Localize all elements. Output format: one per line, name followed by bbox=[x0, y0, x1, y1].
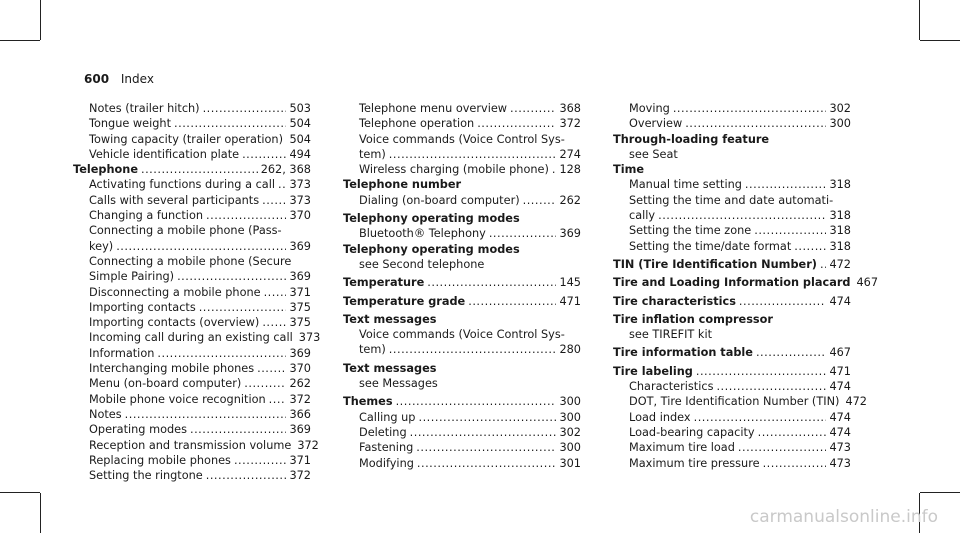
page-reference: 318 bbox=[829, 239, 851, 253]
entry-label: Telephone operation bbox=[359, 117, 475, 131]
index-subentry bbox=[73, 300, 311, 315]
page-reference: 302 bbox=[559, 425, 581, 439]
dot-leader bbox=[125, 407, 287, 422]
entry-label: Calling up bbox=[359, 410, 416, 424]
entry-label: Maximum tire load bbox=[629, 441, 735, 455]
entry-label: Interchanging mobile phones bbox=[89, 362, 255, 376]
index-subentry: Connecting a mobile phone (Secure bbox=[89, 254, 292, 268]
index-subentry bbox=[613, 101, 851, 116]
index-subentry bbox=[343, 410, 581, 425]
entry-label: Deleting bbox=[359, 425, 407, 439]
page-reference: 370 bbox=[289, 362, 311, 376]
entry-label: Fastening bbox=[359, 441, 414, 455]
index-entry bbox=[343, 275, 581, 290]
page-reference: 318 bbox=[829, 178, 851, 192]
index-heading: Telephony operating modes bbox=[343, 242, 520, 256]
page-reference: 471 bbox=[829, 364, 851, 378]
entry-label: Tire labeling bbox=[613, 364, 693, 378]
page-reference: 262 bbox=[289, 377, 311, 391]
index-subentry bbox=[613, 425, 851, 440]
index-subentry: see Messages bbox=[359, 377, 438, 391]
page-reference: 474 bbox=[829, 380, 851, 394]
entry-label: Tire information table bbox=[613, 346, 753, 360]
entry-label: Setting the time zone bbox=[629, 224, 752, 238]
index-subentry bbox=[73, 315, 311, 330]
dot-leader bbox=[396, 394, 557, 409]
index-subentry bbox=[343, 101, 581, 116]
index-subentry bbox=[343, 456, 581, 471]
index-subentry bbox=[613, 456, 851, 471]
entry-label: Importing contacts (overview) bbox=[89, 316, 260, 330]
index-subentry bbox=[73, 239, 311, 254]
index-subentry: Setting the time and date automati- bbox=[629, 193, 834, 207]
page-reference: 504 bbox=[289, 117, 311, 131]
page-reference: 262, 368 bbox=[260, 163, 311, 177]
page-reference: 473 bbox=[829, 456, 851, 470]
dot-leader bbox=[696, 364, 827, 379]
entry-label: Setting the time/date format bbox=[629, 239, 792, 253]
dot-leader bbox=[206, 208, 286, 223]
page-reference: 274 bbox=[559, 147, 581, 161]
entry-label: Temperature grade bbox=[343, 294, 466, 308]
entry-label: Modifying bbox=[359, 456, 414, 470]
dot-leader bbox=[177, 269, 286, 284]
dot-leader bbox=[552, 162, 557, 177]
entry-label: Load index bbox=[629, 410, 691, 424]
index-subentry: Connecting a mobile phone (Pass- bbox=[89, 224, 282, 238]
index-entry bbox=[73, 162, 311, 177]
page-reference: 318 bbox=[829, 224, 851, 238]
page-reference: 128 bbox=[559, 163, 581, 177]
page-reference: 366 bbox=[289, 407, 311, 421]
dot-leader bbox=[257, 361, 286, 376]
index-subentry bbox=[73, 376, 311, 391]
index-subentry bbox=[613, 379, 851, 394]
page-reference: 474 bbox=[829, 410, 851, 424]
index-column-2 bbox=[343, 101, 581, 471]
entry-label: Notes bbox=[89, 407, 122, 421]
entry-label: Disconnecting a mobile phone bbox=[89, 285, 261, 299]
dot-leader bbox=[389, 147, 557, 162]
dot-leader bbox=[739, 294, 827, 309]
entry-label: Dialing (on-board computer) bbox=[359, 193, 520, 207]
page-reference: 318 bbox=[829, 209, 851, 223]
page-reference: 370 bbox=[289, 209, 311, 223]
index-subentry bbox=[73, 438, 319, 453]
index-subentry bbox=[613, 223, 851, 238]
dot-leader bbox=[468, 294, 556, 309]
entry-label: Replacing mobile phones bbox=[89, 453, 231, 467]
page-reference: 474 bbox=[829, 294, 851, 308]
entry-label: Bluetooth® Telephony bbox=[359, 227, 486, 241]
dot-leader bbox=[758, 425, 827, 440]
page-reference: 372 bbox=[297, 438, 319, 452]
dot-leader bbox=[756, 345, 826, 360]
index-subentry: see Second telephone bbox=[359, 257, 485, 271]
page-reference: 372 bbox=[289, 469, 311, 483]
index-entry bbox=[613, 257, 851, 272]
index-entry bbox=[343, 294, 581, 309]
page-number: 600 bbox=[84, 72, 110, 86]
entry-label: Tire and Loading Information placard bbox=[613, 276, 851, 290]
index-subentry bbox=[343, 226, 581, 241]
page-reference: 262 bbox=[559, 193, 581, 207]
entry-label: Reception and transmission volume bbox=[89, 438, 292, 452]
dot-leader bbox=[141, 162, 258, 177]
page-reference: 369 bbox=[289, 423, 311, 437]
entry-label: Incoming call during an existing call bbox=[89, 331, 293, 345]
entry-label: DOT, Tire Identification Number (TIN) bbox=[629, 395, 840, 409]
dot-leader bbox=[763, 456, 827, 471]
index-subentry: see TIREFIT kit bbox=[629, 328, 713, 342]
page-reference: 472 bbox=[845, 395, 867, 409]
page-header bbox=[84, 72, 154, 86]
index-heading: Through-loading feature bbox=[613, 132, 770, 146]
dot-leader bbox=[418, 410, 556, 425]
index-subentry: see Seat bbox=[629, 147, 678, 161]
dot-leader bbox=[673, 101, 827, 116]
dot-leader bbox=[510, 101, 556, 116]
entry-label: Setting the ringtone bbox=[89, 469, 203, 483]
crop-mark bbox=[0, 492, 40, 493]
index-subentry bbox=[613, 440, 851, 455]
dot-leader bbox=[427, 275, 556, 290]
page-reference: 145 bbox=[559, 276, 581, 290]
crop-mark bbox=[40, 493, 41, 533]
index-heading: Tire inflation compressor bbox=[613, 312, 773, 326]
page-reference: 302 bbox=[829, 102, 851, 115]
page-reference: 371 bbox=[289, 453, 311, 467]
page-reference: 471 bbox=[559, 294, 581, 308]
page-reference: 373 bbox=[289, 193, 311, 207]
dot-leader bbox=[658, 208, 826, 223]
index-column-3 bbox=[613, 101, 879, 471]
index-subentry bbox=[73, 453, 311, 468]
index-subentry bbox=[613, 208, 851, 223]
dot-leader bbox=[116, 239, 286, 254]
entry-label: Maximum tire pressure bbox=[629, 456, 760, 470]
page-reference: 375 bbox=[289, 300, 311, 314]
dot-leader bbox=[199, 300, 287, 315]
dot-leader bbox=[685, 116, 826, 131]
index-subentry bbox=[73, 330, 321, 345]
index-subentry bbox=[73, 361, 311, 376]
entry-label: Activating functions during a call bbox=[89, 178, 275, 192]
watermark-logo: carmanualsonline.info bbox=[749, 507, 938, 527]
index-heading: Telephony operating modes bbox=[343, 212, 520, 226]
index-subentry bbox=[343, 342, 581, 357]
page-reference: 373 bbox=[298, 331, 321, 345]
crop-mark bbox=[920, 40, 960, 41]
index-subentry bbox=[613, 410, 851, 425]
dot-leader bbox=[820, 257, 827, 272]
crop-mark bbox=[40, 0, 41, 40]
entry-label: Changing a function bbox=[89, 209, 204, 223]
page-reference: 503 bbox=[289, 102, 311, 115]
dot-leader bbox=[262, 193, 286, 208]
page-reference: 373 bbox=[289, 178, 311, 192]
page-reference: 301 bbox=[559, 456, 581, 470]
crop-mark bbox=[0, 40, 40, 41]
entry-label: Temperature bbox=[343, 276, 425, 290]
index-heading: Telephone number bbox=[343, 178, 462, 192]
index-subentry: Voice commands (Voice Control Sys- bbox=[359, 132, 565, 146]
dot-leader bbox=[389, 342, 557, 357]
index-subentry bbox=[73, 346, 311, 361]
dot-leader bbox=[417, 456, 557, 471]
entry-label: Mobile phone voice recognition bbox=[89, 392, 266, 406]
entry-label: Overview bbox=[629, 117, 683, 131]
page-reference: 280 bbox=[559, 343, 581, 357]
index-subentry bbox=[73, 193, 311, 208]
page-reference: 369 bbox=[289, 346, 311, 360]
entry-label: cally bbox=[629, 209, 656, 223]
entry-label: Load-bearing capacity bbox=[629, 425, 755, 439]
entry-label: Tire characteristics bbox=[613, 294, 736, 308]
index-subentry bbox=[613, 239, 851, 254]
page-reference: 300 bbox=[559, 395, 581, 409]
entry-label: Tongue weight bbox=[89, 117, 172, 131]
dot-leader bbox=[477, 116, 556, 131]
index-subentry bbox=[613, 116, 851, 131]
index-subentry bbox=[343, 162, 581, 177]
index-entry bbox=[613, 275, 879, 290]
page-reference: 494 bbox=[289, 147, 311, 161]
entry-label: Wireless charging (mobile phone) bbox=[359, 163, 549, 177]
index-subentry bbox=[73, 392, 311, 407]
entry-label: Information bbox=[89, 346, 155, 360]
entry-label: Telephone menu overview bbox=[359, 102, 508, 115]
dot-leader bbox=[206, 468, 287, 483]
entry-label: Operating modes bbox=[89, 423, 187, 437]
entry-label: tem) bbox=[359, 343, 386, 357]
index-entry bbox=[343, 394, 581, 409]
page-reference: 369 bbox=[559, 227, 581, 241]
dot-leader bbox=[244, 376, 286, 391]
index-subentry bbox=[73, 147, 311, 162]
page-reference: 467 bbox=[856, 276, 879, 290]
page-reference: 372 bbox=[289, 392, 311, 406]
entry-label: Telephone bbox=[73, 163, 138, 177]
index-entry bbox=[613, 294, 851, 309]
page-reference: 472 bbox=[829, 257, 851, 271]
index-subentry bbox=[613, 394, 867, 409]
index-column-1 bbox=[73, 101, 321, 483]
index-subentry bbox=[343, 440, 581, 455]
entry-label: Themes bbox=[343, 395, 393, 409]
index-subentry bbox=[73, 285, 311, 300]
index-subentry bbox=[613, 177, 851, 192]
dot-leader bbox=[278, 177, 286, 192]
dot-leader bbox=[738, 440, 827, 455]
page-reference: 300 bbox=[559, 410, 581, 424]
index-subentry bbox=[73, 132, 311, 147]
dot-leader bbox=[694, 410, 827, 425]
page-reference: 504 bbox=[289, 132, 311, 146]
entry-label: Menu (on-board computer) bbox=[89, 377, 242, 391]
dot-leader bbox=[745, 177, 827, 192]
page-reference: 467 bbox=[829, 346, 851, 360]
entry-label: Notes (trailer hitch) bbox=[89, 102, 200, 115]
index-subentry bbox=[343, 116, 581, 131]
index-heading: Text messages bbox=[343, 361, 437, 375]
index-subentry bbox=[343, 425, 581, 440]
entry-label: Simple Pairing) bbox=[89, 270, 175, 284]
index-subentry bbox=[73, 208, 311, 223]
index-subentry bbox=[73, 407, 311, 422]
index-heading: Time bbox=[613, 163, 645, 177]
crop-mark bbox=[919, 0, 920, 40]
entry-label: Vehicle identification plate bbox=[89, 147, 240, 161]
dot-leader bbox=[416, 440, 556, 455]
index-entry bbox=[613, 364, 851, 379]
index-subentry bbox=[73, 101, 311, 116]
page-reference: 474 bbox=[829, 425, 851, 439]
dot-leader bbox=[234, 453, 286, 468]
dot-leader bbox=[264, 285, 287, 300]
index-subentry bbox=[343, 147, 581, 162]
dot-leader bbox=[523, 193, 557, 208]
entry-label: Characteristics bbox=[629, 380, 714, 394]
index-entry bbox=[613, 345, 851, 360]
dot-leader bbox=[190, 422, 286, 437]
page-reference: 368 bbox=[559, 102, 581, 115]
dot-leader bbox=[262, 315, 286, 330]
page-reference: 375 bbox=[289, 316, 311, 330]
page-reference: 372 bbox=[559, 117, 581, 131]
page-reference: 300 bbox=[559, 441, 581, 455]
index-subentry bbox=[73, 422, 311, 437]
dot-leader bbox=[203, 101, 287, 116]
page-reference: 300 bbox=[829, 117, 851, 131]
index-subentry: Voice commands (Voice Control Sys- bbox=[359, 328, 565, 342]
entry-label: tem) bbox=[359, 147, 386, 161]
entry-label: TIN (Tire Identification Number) bbox=[613, 257, 817, 271]
index-subentry bbox=[343, 193, 581, 208]
dot-leader bbox=[754, 223, 826, 238]
dot-leader bbox=[489, 226, 557, 241]
page-reference: 473 bbox=[829, 441, 851, 455]
dot-leader bbox=[269, 392, 287, 407]
index-subentry bbox=[73, 468, 311, 483]
index-subentry bbox=[73, 116, 311, 131]
index-heading: Text messages bbox=[343, 312, 437, 326]
page-reference: 371 bbox=[289, 285, 311, 299]
dot-leader bbox=[242, 147, 286, 162]
index-subentry bbox=[73, 177, 311, 192]
entry-label: Towing capacity (trailer operation) bbox=[89, 132, 283, 146]
entry-label: Importing contacts bbox=[89, 300, 196, 314]
section-title: Index bbox=[120, 72, 154, 86]
entry-label: Calls with several participants bbox=[89, 193, 260, 207]
page-reference: 369 bbox=[289, 270, 311, 284]
crop-mark bbox=[920, 492, 960, 493]
entry-label: Moving bbox=[629, 102, 670, 115]
dot-leader bbox=[794, 239, 826, 254]
index-subentry bbox=[73, 269, 311, 284]
dot-leader bbox=[157, 346, 286, 361]
entry-label: key) bbox=[89, 239, 114, 253]
dot-leader bbox=[716, 379, 826, 394]
page-reference: 369 bbox=[289, 239, 311, 253]
dot-leader bbox=[174, 116, 286, 131]
entry-label: Manual time setting bbox=[629, 178, 742, 192]
dot-leader bbox=[410, 425, 557, 440]
